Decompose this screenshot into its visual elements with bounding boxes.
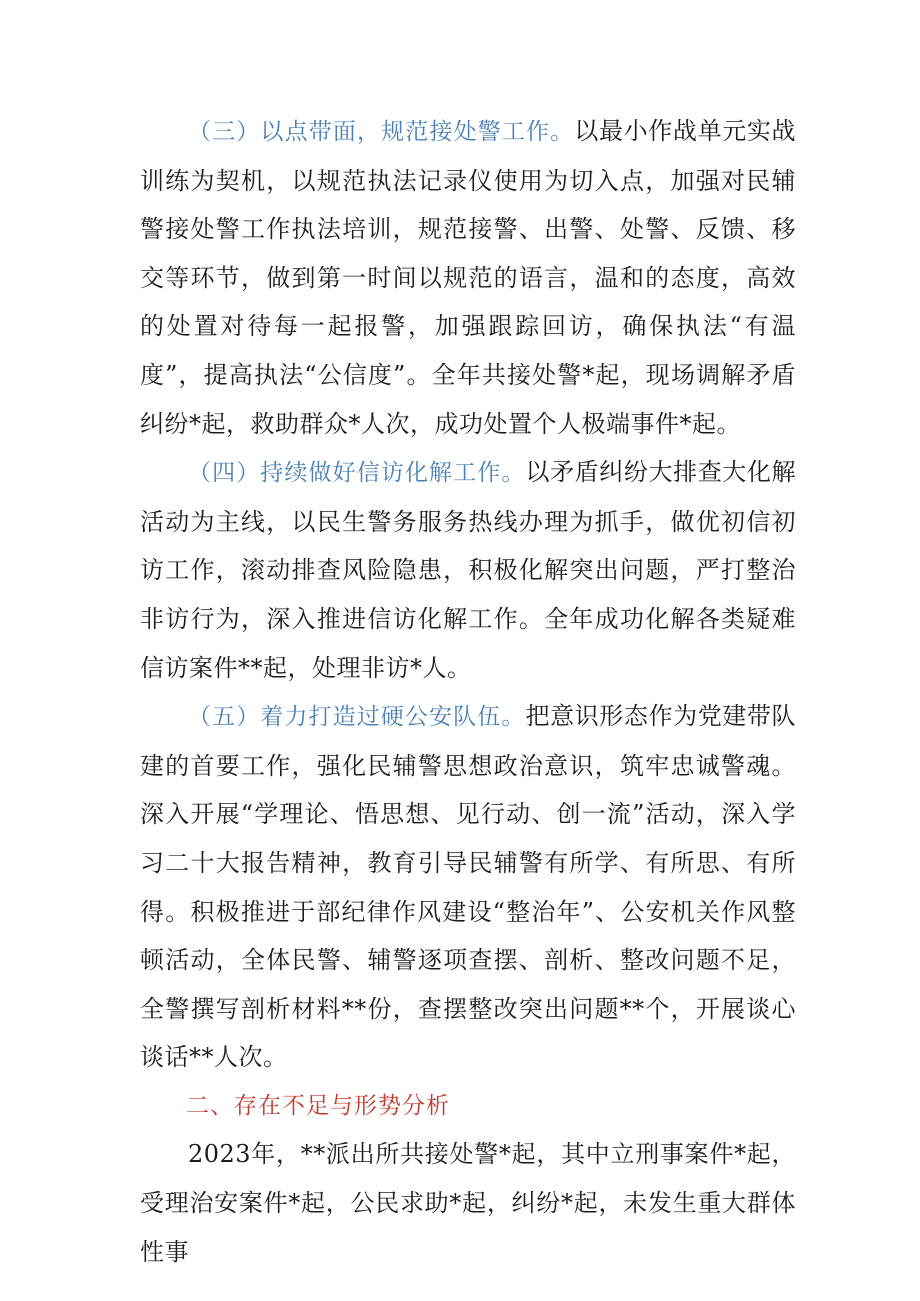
document-body — [140, 107, 796, 1276]
paragraph-three — [140, 107, 796, 448]
paragraph-three-lead: （三）以点带面，规范接处警工作。 — [188, 119, 575, 145]
paragraph-five — [140, 692, 796, 1082]
paragraph-three-body: 以最小作战单元实战训练为契机，以规范执法记录仪使用为切入点，加强对民辅警接处警工作执法培训，规范接警、出警、处警、反馈、移交等环节，做到第一时间以规范的语言，温和的态度，高效的处置对待每一起报警，加强跟踪回访，确保执法“有温度”，提高执法“公信度”。全年共接处警*起，现场调解矛盾纠纷*起，救助群众*人次，成功处置个人极端事件*起。 — [140, 117, 797, 438]
section-heading: 二、存在不足与形势分析 — [186, 1092, 450, 1119]
paragraph-four-body: 以矛盾纠纷大排查大化解活动为主线，以民生警务服务热线办理为抓手，做优初信初访工作，滚动排查风险隐患，积极化解突出问题，严打整治非访行为，深入推进信访化解工作。全年成功化解各类疑难信访案件**起，处理非访*人。 — [140, 458, 797, 682]
paragraph-five-lead: （五）着力打造过硬公安队伍。 — [188, 704, 526, 731]
final-paragraph: 2023年，**派出所共接处警*起，其中立刑事案件*起，受理治安案件*起，公民求助*起，纠纷*起，未发生重大群体性事 — [140, 1140, 796, 1266]
paragraph-five-body: 把意识形态作为党建带队建的首要工作，强化民辅警思想政治意识，筑牢忠诚警魂。深入开展“学理论、悟思想、见行动、创一流”活动，深入学习二十大报告精神，教育引导民辅警有所学、有所思、有所得。积极推进于部纪律作风建设“整治年”、公安机关作风整顿活动，全体民警、辅警逐项查摆、剖析、整改问题不足，全警撰写剖析材料**份，查摆整改突出问题**个，开展谈心谈话**人次。 — [140, 702, 797, 1072]
paragraph-four — [140, 448, 796, 692]
paragraph-four-lead: （四）持续做好信访化解工作。 — [188, 460, 526, 487]
